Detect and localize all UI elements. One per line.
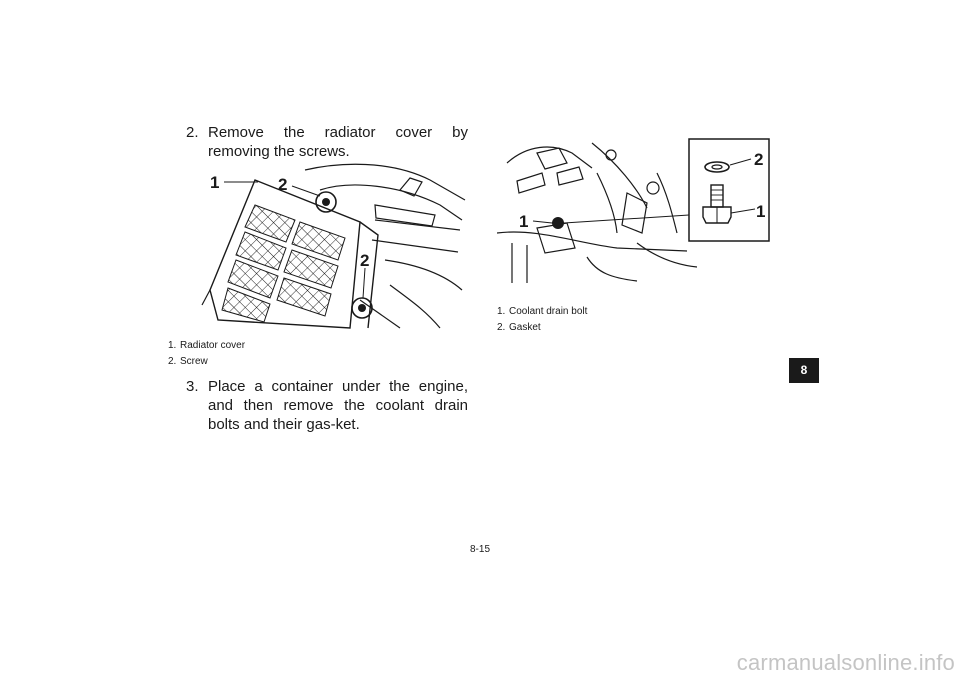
legend-item	[168, 354, 245, 370]
legend-label: Radiator cover	[180, 340, 246, 351]
legend-item	[497, 320, 587, 336]
callout-screw-upper: 2	[278, 175, 288, 194]
legend-number: 1.	[497, 306, 506, 317]
figure1-legend	[168, 338, 245, 370]
callout-drain-bolt-inset: 1	[756, 202, 766, 221]
coolant-drain-bolt-illustration	[497, 133, 775, 283]
step-3	[186, 377, 468, 437]
legend-label: Screw	[180, 356, 208, 367]
radiator-cover-illustration	[200, 160, 470, 332]
step-number: 3.	[186, 378, 199, 395]
legend-number: 2.	[497, 322, 506, 333]
figure2-legend	[497, 304, 587, 336]
legend-item	[497, 304, 587, 320]
callout-drain-bolt: 1	[519, 212, 529, 231]
step-text: Place a container under the engine, and then remove the coolant drain bolts and their gas-ket.	[208, 378, 468, 433]
callout-gasket: 2	[754, 150, 764, 169]
step-text: Remove the radiator cover by removing the screws.	[208, 124, 468, 160]
legend-label: Coolant drain bolt	[509, 306, 588, 317]
callout-screw-lower: 2	[360, 251, 370, 270]
legend-label: Gasket	[509, 322, 541, 333]
watermark: carmanualsonline.info	[736, 650, 955, 675]
step-number: 2.	[186, 124, 199, 141]
page-number: 8-15	[469, 544, 490, 555]
legend-number: 2.	[168, 356, 177, 367]
legend-number: 1.	[168, 340, 177, 351]
step-2	[186, 123, 468, 163]
chapter-tab: 8	[789, 358, 819, 383]
legend-item	[168, 338, 245, 354]
callout-radiator-cover: 1	[210, 173, 220, 192]
